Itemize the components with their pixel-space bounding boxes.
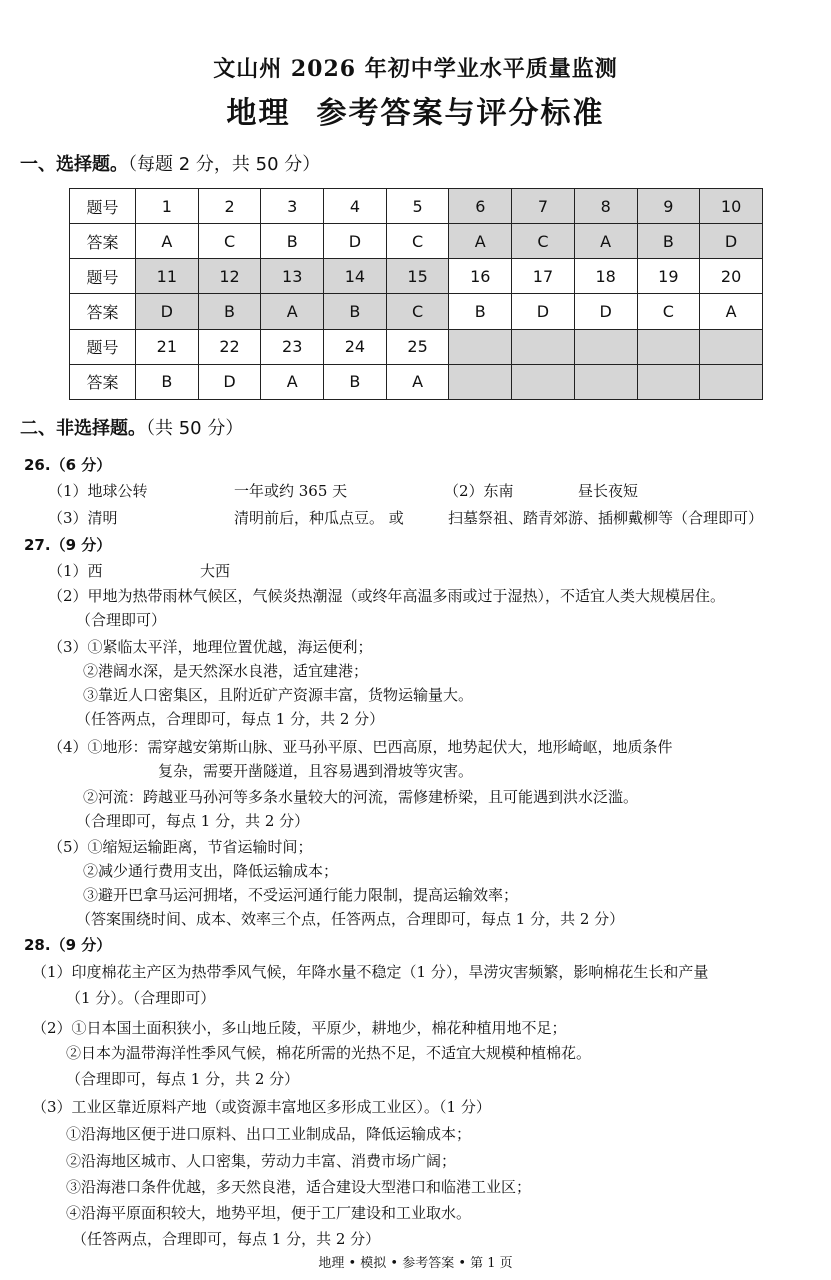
question-number-cell: 13	[261, 259, 324, 294]
question-number-cell: 23	[261, 329, 324, 364]
q28-line-3d: ③沿海港口条件优越，多天然良港，适合建设大型港口和临港工业区；	[66, 1178, 532, 1196]
q28-line-3c: ②沿海地区城市、人口密集，劳动力丰富、消费市场广阔；	[66, 1152, 457, 1170]
answer-cell: C	[512, 224, 575, 259]
section-2-note: （共 50 分）	[146, 418, 244, 439]
q27-line-1b: 大西	[200, 562, 231, 580]
q27-line-3b: ②港阔水深，是天然深水良港，适宜建港；	[83, 662, 369, 680]
answer-cell: A	[261, 294, 324, 329]
question-number-cell	[449, 329, 512, 364]
q27-line-3d: （任答两点，合理即可，每点 1 分，共 2 分）	[76, 710, 385, 728]
q28-heading: 28.（9 分）	[24, 936, 112, 954]
row-label-answer: 答案	[70, 294, 136, 329]
table-row	[70, 294, 763, 329]
section-2-heading	[20, 414, 243, 440]
question-number-cell: 22	[198, 329, 261, 364]
table-row	[70, 224, 763, 259]
subtitle-label: 参考答案与评分标准	[316, 96, 605, 131]
q26-answer-1b: 一年或约 365 天	[234, 482, 348, 500]
q26-answer-1: （1）地球公转	[48, 482, 148, 500]
answer-cell: B	[324, 294, 387, 329]
answer-cell: C	[386, 224, 449, 259]
answer-cell: C	[198, 224, 261, 259]
answer-cell: B	[637, 224, 700, 259]
answer-cell: D	[512, 294, 575, 329]
q28-line-3e: ④沿海平原面积较大，地势平坦，便于工厂建设和工业取水。	[66, 1204, 472, 1222]
answer-cell	[512, 364, 575, 399]
section-1-note: （每题 2 分，共 50 分）	[128, 154, 321, 175]
q27-line-4: （4）①地形：需穿越安第斯山脉、亚马孙平原、巴西高原，地势起伏大，地形崎岖，地质条件	[48, 738, 673, 756]
question-number-cell: 21	[136, 329, 199, 364]
question-number-cell: 2	[198, 189, 261, 224]
q27-line-5: （5）①缩短运输距离，节省运输时间；	[48, 838, 313, 856]
q27-line-2b: （合理即可）	[76, 611, 167, 629]
answer-cell: A	[386, 364, 449, 399]
question-number-cell: 1	[136, 189, 199, 224]
q28-line-2: （2）①日本国土面积狭小，多山地丘陵，平原少，耕地少，棉花种植用地不足；	[32, 1019, 567, 1037]
table-row	[70, 259, 763, 294]
answer-cell: B	[324, 364, 387, 399]
question-number-cell: 25	[386, 329, 449, 364]
answer-cell: D	[198, 364, 261, 399]
question-number-cell: 17	[512, 259, 575, 294]
q27-line-1: （1）西	[48, 562, 103, 580]
q28-line-3b: ①沿海地区便于进口原料、出口工业制成品，降低运输成本；	[66, 1125, 472, 1143]
answer-cell: B	[198, 294, 261, 329]
question-number-cell: 24	[324, 329, 387, 364]
q27-line-2: （2）甲地为热带雨林气候区，气候炎热潮湿（或终年高温多雨或过于湿热），不适宜人类大规模居住。	[48, 587, 726, 605]
row-label-answer: 答案	[70, 364, 136, 399]
question-number-cell: 9	[637, 189, 700, 224]
answer-cell: A	[574, 224, 637, 259]
q27-line-5d: （答案围绕时间、成本、效率三个点，任答两点，合理即可，每点 1 分，共 2 分）	[76, 910, 625, 928]
question-number-cell: 8	[574, 189, 637, 224]
q27-line-4b: 复杂，需要开凿隧道，且容易遇到滑坡等灾害。	[158, 762, 474, 780]
q27-line-4d: （合理即可，每点 1 分，共 2 分）	[76, 812, 310, 830]
answer-cell: D	[136, 294, 199, 329]
question-number-cell: 18	[574, 259, 637, 294]
row-label-answer: 答案	[70, 224, 136, 259]
section-1-heading	[20, 150, 320, 176]
question-number-cell: 20	[700, 259, 763, 294]
q27-line-5c: ③避开巴拿马运河拥堵，不受运河通行能力限制，提高运输效率；	[83, 886, 519, 904]
q27-line-3c: ③靠近人口密集区，且附近矿产资源丰富，货物运输量大。	[83, 686, 474, 704]
question-number-cell: 12	[198, 259, 261, 294]
q27-line-5b: ②减少通行费用支出，降低运输成本；	[83, 862, 339, 880]
answer-cell: C	[386, 294, 449, 329]
q28-line-3: （3）工业区靠近原料产地（或资源丰富地区多形成工业区）。（1 分）	[32, 1098, 491, 1116]
question-number-cell: 3	[261, 189, 324, 224]
question-number-cell	[700, 329, 763, 364]
q26-answer-2b: 昼长夜短	[578, 482, 639, 500]
question-number-cell: 5	[386, 189, 449, 224]
question-number-cell: 11	[136, 259, 199, 294]
q26-heading: 26.（6 分）	[24, 456, 112, 474]
answer-cell: A	[136, 224, 199, 259]
row-label-question-number: 题号	[70, 259, 136, 294]
row-label-question-number: 题号	[70, 189, 136, 224]
answer-table	[69, 188, 763, 400]
answer-cell: A	[700, 294, 763, 329]
answer-cell: D	[700, 224, 763, 259]
q26-answer-3b: 清明前后，种瓜点豆。 或	[234, 509, 404, 527]
question-number-cell: 16	[449, 259, 512, 294]
answer-cell	[449, 364, 512, 399]
table-row	[70, 364, 763, 399]
table-row	[70, 329, 763, 364]
row-label-question-number: 题号	[70, 329, 136, 364]
answer-cell: B	[449, 294, 512, 329]
q27-line-4c: ②河流：跨越亚马孙河等多条水量较大的河流，需修建桥梁，且可能遇到洪水泛滥。	[83, 788, 639, 806]
question-number-cell	[574, 329, 637, 364]
question-number-cell: 4	[324, 189, 387, 224]
q27-line-3: （3）①紧临太平洋，地理位置优越，海运便利；	[48, 638, 373, 656]
answer-cell: C	[637, 294, 700, 329]
answer-cell	[574, 364, 637, 399]
question-number-cell	[512, 329, 575, 364]
q26-answer-3c: 扫墓祭祖、踏青郊游、插柳戴柳等（合理即可）	[448, 509, 764, 527]
q28-line-2c: （合理即可，每点 1 分，共 2 分）	[66, 1070, 300, 1088]
answer-cell	[700, 364, 763, 399]
question-number-cell: 14	[324, 259, 387, 294]
answer-cell: B	[261, 224, 324, 259]
answer-cell: A	[449, 224, 512, 259]
section-2-label: 二、非选择题。	[20, 418, 146, 439]
q26-answer-3: （3）清明	[48, 509, 118, 527]
document-title: 文山州 2026 年初中学业水平质量监测	[213, 56, 618, 82]
q27-heading: 27.（9 分）	[24, 536, 112, 554]
question-number-cell	[637, 329, 700, 364]
answer-cell: A	[261, 364, 324, 399]
q28-line-1b: （1 分）。（合理即可）	[66, 989, 216, 1007]
subject-label: 地理	[226, 96, 291, 131]
answer-cell: D	[574, 294, 637, 329]
table-row	[70, 189, 763, 224]
page-footer: 地理 • 模拟 • 参考答案 • 第 1 页	[318, 1256, 513, 1271]
question-number-cell: 6	[449, 189, 512, 224]
question-number-cell: 15	[386, 259, 449, 294]
answer-cell: D	[324, 224, 387, 259]
q28-line-1: （1）印度棉花主产区为热带季风气候，年降水量不稳定（1 分），旱涝灾害频繁，影响棉花生长和产量	[32, 963, 709, 981]
section-1-label: 一、选择题。	[20, 154, 128, 175]
answer-cell: B	[136, 364, 199, 399]
document-subtitle	[0, 88, 831, 132]
q26-answer-2: （2）东南	[444, 482, 514, 500]
question-number-cell: 19	[637, 259, 700, 294]
answer-cell	[637, 364, 700, 399]
question-number-cell: 7	[512, 189, 575, 224]
q28-line-2b: ②日本为温带海洋性季风气候，棉花所需的光热不足，不适宜大规模种植棉花。	[66, 1044, 592, 1062]
question-number-cell: 10	[700, 189, 763, 224]
q28-line-3f: （任答两点，合理即可，每点 1 分，共 2 分）	[72, 1230, 381, 1248]
